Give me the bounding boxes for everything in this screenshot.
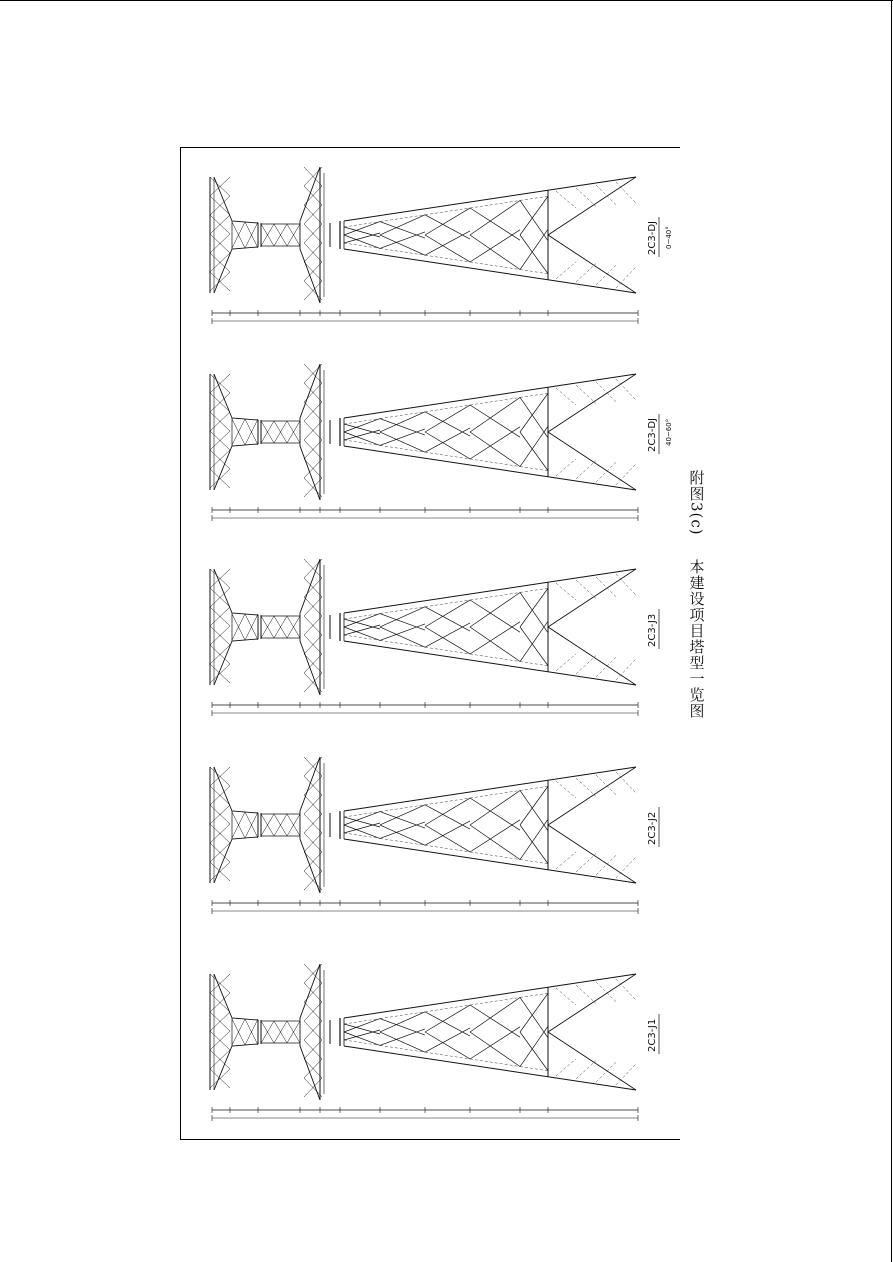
tower-4-label: 2C3-J2	[647, 811, 658, 845]
figure-caption	[682, 470, 712, 735]
tower-2-drawing	[210, 364, 673, 521]
tower-1-drawing	[210, 167, 673, 324]
tower-1-label: 2C3-DJ	[647, 221, 658, 255]
tower-2-sublabel: 40~60°	[665, 418, 673, 446]
tower-5-drawing	[210, 964, 659, 1121]
tower-2-label: 2C3-DJ	[647, 418, 658, 452]
tower-4-drawing	[210, 757, 659, 914]
tower-1-sublabel: 0~40°	[665, 226, 673, 249]
tower-3-label: 2C3-J3	[647, 613, 658, 647]
figure-title: 本建设项目塔型一览图	[687, 558, 706, 719]
tower-3-drawing	[210, 559, 659, 716]
figure-number: 附图3(c)	[687, 470, 706, 536]
tower-5-label: 2C3-J1	[647, 1018, 658, 1052]
